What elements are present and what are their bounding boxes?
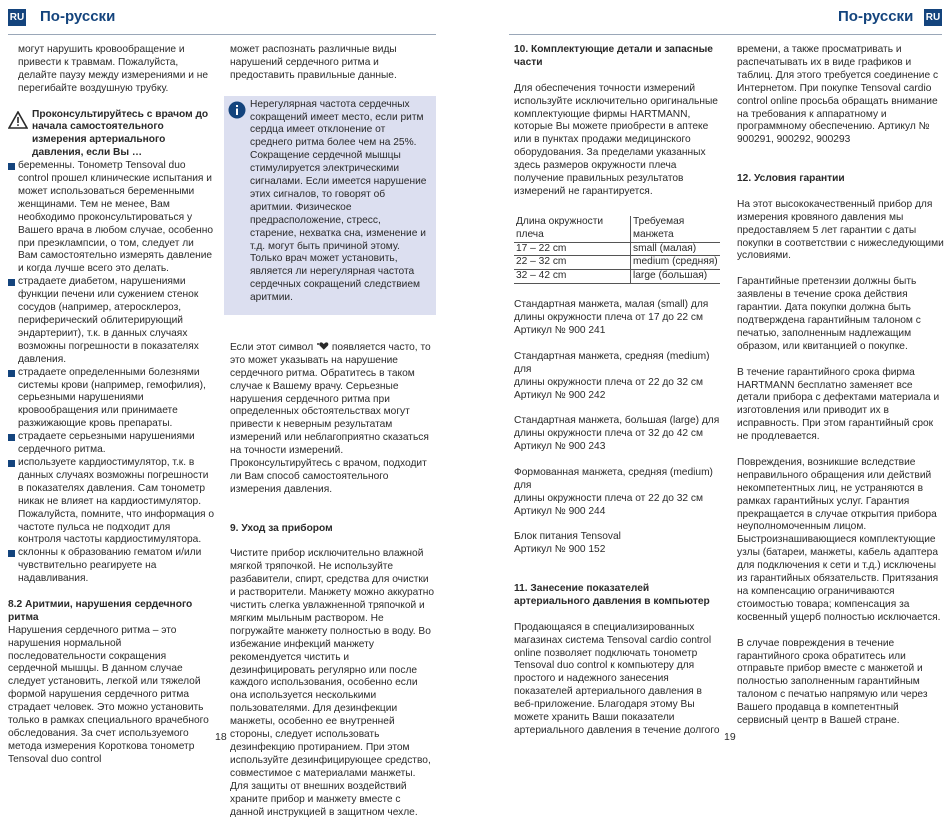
item-article: Артикул № 900 152	[514, 544, 606, 556]
table-cell: large (большая)	[631, 270, 721, 284]
section-heading-11: 11. Занесение показателей артериального давления в компьютер	[514, 583, 710, 607]
symbol-text-before: Если этот символ	[230, 341, 317, 353]
table-header-cell: Требуемая манжета	[631, 216, 721, 242]
list-item: страдаете диабетом, нарушениями функции печени или сужением стенок сосудов (например, атеросклероз, периферический облитерирующий эндартериит), т.к. в данных случаях возможны погрешности в показателях давления.	[8, 276, 215, 366]
section-heading-10: 10. Комплектующие детали и запасные части	[514, 44, 713, 68]
heart-icon	[316, 341, 329, 351]
item-line: Стандартная манжета, малая (small) для	[514, 299, 709, 311]
cuff-size-table	[514, 216, 720, 285]
language-badge: RU	[924, 9, 942, 26]
info-box	[224, 96, 436, 316]
item-article: Артикул № 900 243	[514, 441, 606, 453]
table-cell: medium (средняя)	[631, 256, 721, 270]
page-number: 19	[724, 731, 736, 743]
list-item: беременны. Тонометр Tensoval duo control прошел клинические испытания и может использоваться беременными женщинами. Тем не менее, Вам необходимо проконсультироваться у Вашего врача в любом случае, особенно при преэклампсии, о том, следует ли Вам самостоятельно измерять давление и когда лучше всего это делать.	[8, 160, 215, 276]
intro-text: могут нарушить кровообращение и привести к травмам. Пожалуйста, делайте паузу между измерениями и не перегибайте воздушную трубку.	[18, 44, 209, 94]
table-header-cell: Длина окружности плеча	[514, 216, 631, 242]
page-19	[475, 0, 950, 743]
item-line: Формованная манжета, средняя (medium) для	[514, 466, 713, 491]
item-line: длины окружности плеча от 17 до 22 см	[514, 312, 704, 324]
warning-heading	[8, 109, 215, 161]
item-line: Стандартная манжета, большая (large) для	[514, 415, 720, 427]
table-cell: 32 – 42 cm	[514, 270, 631, 284]
page-title: По-русски	[40, 8, 116, 25]
table-row	[514, 256, 720, 270]
warranty-paragraph: На этот высококачественный прибор для измерения кровяного давления мы предоставляем 5 лет гарантии с даты покупки в соответствии с нижеследующими условиями.	[737, 198, 944, 262]
accessory-item	[514, 531, 722, 557]
section-text-11: Продающаяся в специализированных магазинах система Tensoval cardio control online позволяет подключать тонометр Tensoval duo control к компьютеру для простого и надежного занесения показателей артериального давления в веб-приложение. Благодаря этому Вы можете хранить Ваши показатели артериального давления в течение долгого	[514, 621, 720, 736]
section-text-8-2: Нарушения сердечного ритма – это нарушения нормальной последовательности сокращения сердечной мышцы. В данном случае следует установить, легкой или тяжелой формой нарушения сердечного ритма страдает человек. Это можно установить только в рамках специального врачебного обследования. За счет используемого метода измерения Короткова тонометр Tensoval duo control	[8, 624, 209, 765]
table-cell: 22 – 32 cm	[514, 256, 631, 270]
accessory-item	[514, 415, 722, 454]
warning-heading-text: Проконсультируйтесь с врачом до начала самостоятельного измерения артериального давления, если Вы …	[32, 108, 209, 159]
intro-text: времени, а также просматривать и распечатывать их в виде графиков и таблиц. Для этого требуется соединение с Интернетом. При покупке Tensoval cardio control online просьба обращать внимание на требования к аппаратному и программному обеспечению. Артикул № 900291, 900292, 900293	[737, 44, 939, 146]
symbol-text-after: появляется часто, то это может указывать на нарушение сердечного ритма. Обратитесь в таком случае к Вашему врачу. Серьезные нарушения сердечного ритма при определенных обстоятельствах могут привести к неверным результатам измерений или неблагоприятно сказаться на точности измерений. Проконсультируйтесь с врачом, подходит ли Вам способ самостоятельного измерения давления.	[230, 341, 431, 495]
section-heading-12: 12. Условия гарантии	[737, 173, 845, 185]
item-line: длины окружности плеча от 22 до 32 см	[514, 376, 704, 388]
accessory-item	[514, 467, 722, 519]
left-page-column-1	[8, 44, 215, 767]
left-page-column-2	[230, 44, 436, 819]
language-badge: RU	[8, 9, 26, 26]
info-icon	[228, 101, 246, 119]
section-text-10: Для обеспечения точности измерений используйте исключительно оригинальные комплектующие фирмы HARTMANN, которые Вы можете приобрести в аптеке или в пунктах продажи медицинского оборудования. За пределами указанных здесь размеров окружности плеча получение правильных результатов измерений не гарантируется.	[514, 82, 718, 197]
header-rule	[8, 34, 436, 35]
page-18	[0, 0, 475, 818]
item-article: Артикул № 900 242	[514, 389, 606, 401]
accessory-item	[514, 351, 722, 403]
info-box-text: Нерегулярная частота сердечных сокращений имеет место, если ритм сердца имеет отклонение от среднего ритма более чем на 25%. Сокращение сердечной мышцы стимулируется электрическими сигналами. Если имеется нарушение этих сигналов, то говорят об аритмии. Физическое предрасположение, стресс, старение, нехватка сна, изменение и т.д. могут быть причиной этому. Только врач может установить, является ли нерегулярная частота сердечных сокращений следствием аритмии.	[250, 98, 427, 304]
warranty-paragraph: Повреждения, возникшие вследствие неправильного обращения или действий некомпетентных лиц, не устраняются в рамках гарантийных услуг. Гарантия прекращается в случае открытия прибора неуполномоченным лицом. Быстроизнашивающиеся комплектующие узлы (батареи, манжеты, кабель адаптера для подключения к сети и т.д.) исключены из гарантийных обязательств. Притязания на компенсацию ограничиваются стоимостью товара; компенсация за косвенный ущерб полностью исключается.	[737, 456, 941, 623]
page-title: По-русски	[838, 8, 914, 25]
arrhythmia-symbol-text	[230, 341, 436, 497]
table-row	[514, 270, 720, 284]
section-heading-9: 9. Уход за прибором	[230, 522, 333, 534]
warranty-paragraph: Гарантийные претензии должны быть заявлены в течение срока действия гарантии. Дата покупки должна быть подтверждена гарантийным талоном с печатью, заполненным надлежащим образом, или квитанцией о покупке.	[737, 276, 921, 352]
section-heading-8-2: 8.2 Аритмии, нарушения сердечного ритма	[8, 598, 193, 623]
item-line: Блок питания Tensoval	[514, 531, 621, 543]
list-item: склонны к образованию гематом и/или чувствительно реагируете на надавливания.	[8, 547, 215, 586]
table-header-row	[514, 216, 720, 242]
warranty-paragraph: В случае повреждения в течение гарантийного срока обратитесь или отправьте прибор вместе с манжетой и полностью заполненным гарантийным талоном с печатью напрямую или через Вашего продавца в компетентный сервисный центр в Вашей стране.	[737, 637, 928, 727]
section-text-9: Чистите прибор исключительно влажной мягкой тряпочкой. Не используйте разбавители, спирт, средства для очистки и растворители. Манжету можно аккуратно чистить слегка увлажненной тряпочкой и мягким мыльным раствором. Не погружайте манжету полностью в воду. Во избежание инфекций манжету рекомендуется чистить и дезинфицировать регулярно или после каждого использования, особенно если она используется несколькими пользователями. Для дезинфекции манжеты, особенно ее внутренней стороны, следует использовать дезинфекцию протиранием. При этом используйте дезинфицирующее средство, совместимое с материалами манжеты. Для защиты от внешних воздействий храните прибор и манжету вместе с данной инструкцией в защитном чехле.	[230, 548, 435, 818]
list-item: страдаете определенными болезнями системы крови (например, гемофилия), серьезными нарушениями кровообращения или принимаете разжижающие кровь препараты.	[8, 367, 215, 432]
item-article: Артикул № 900 241	[514, 324, 606, 336]
table-row	[514, 242, 720, 256]
right-page-column-2	[737, 44, 946, 728]
page-number: 18	[215, 731, 227, 743]
table-cell: 17 – 22 cm	[514, 242, 631, 256]
header-rule	[509, 34, 942, 35]
item-line: Стандартная манжета, средняя (medium) для	[514, 350, 710, 375]
warranty-paragraph: В течение гарантийного срока фирма HARTMANN бесплатно заменяет все детали прибора с дефектами материала и изготовления или приводит их в исправность. При этом гарантийный срок не продлевается.	[737, 366, 940, 443]
intro-text: может распознать различные виды нарушений сердечного ритма и предоставить правильные данные.	[230, 44, 397, 81]
warning-icon	[8, 111, 28, 129]
list-item: страдаете серьезными нарушениями сердечного ритма.	[8, 431, 215, 457]
item-line: длины окружности плеча от 22 до 32 см	[514, 492, 704, 504]
accessory-item	[514, 299, 722, 338]
item-article: Артикул № 900 244	[514, 505, 606, 517]
list-item: используете кардиостимулятор, т.к. в данных случаях возможны погрешности в показателях давления. Сам тонометр никак не влияет на кардиостимулятор. Пожалуйста, помните, что информация о частоте пульса не подходит для контроля частоты кардиостимулятора.	[8, 457, 215, 547]
right-page-column-1	[514, 44, 722, 738]
item-line: длины окружности плеча от 32 до 42 см	[514, 428, 704, 440]
table-cell: small (малая)	[631, 242, 721, 256]
